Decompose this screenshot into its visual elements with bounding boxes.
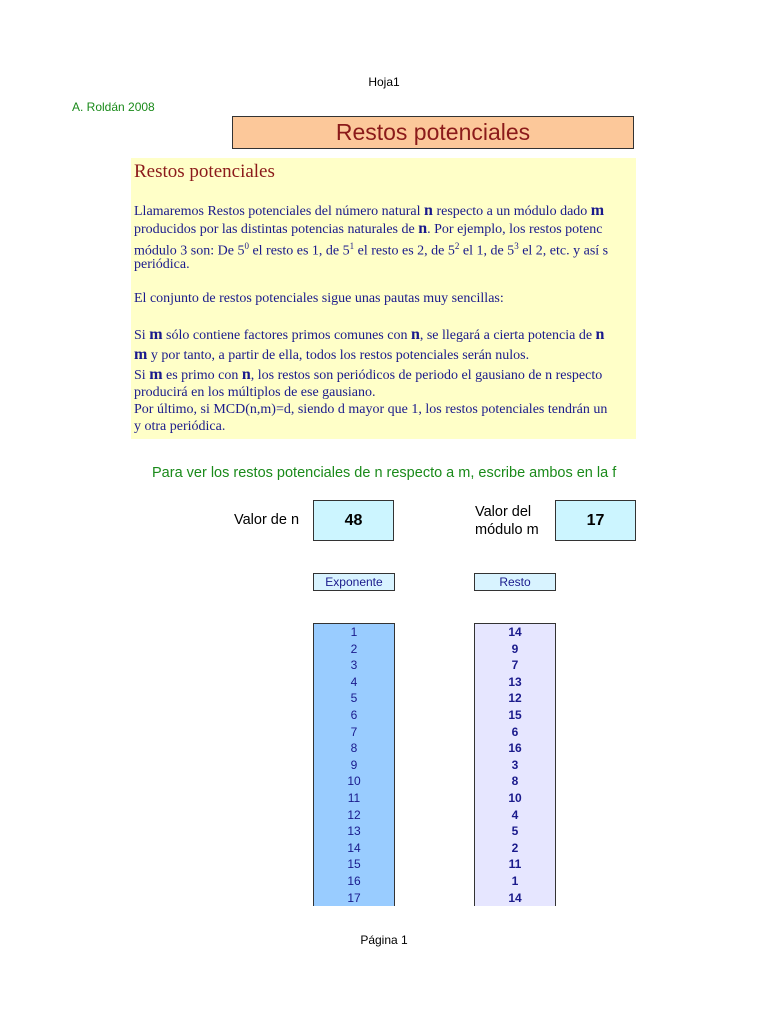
m-label-line-1: Valor del (475, 504, 532, 520)
exponent-cell: 2 (350, 641, 358, 656)
intro-paragraph-3-line-3: Si m es primo con n, los restos son periódicos de periodo el gausiano de n respecto (134, 366, 603, 383)
sheet-title: Hoja1 (368, 75, 400, 89)
remainder-cell: 9 (511, 641, 519, 656)
intro-text-box (131, 158, 636, 439)
remainder-column (474, 623, 556, 906)
remainder-cell: 4 (511, 807, 519, 822)
exponent-cell: 4 (350, 674, 358, 689)
remainder-cell: 12 (508, 691, 522, 706)
remainder-cell: 13 (508, 674, 522, 689)
instruction-text: Para ver los restos potenciales de n respecto a m, escribe ambos en la f (152, 465, 617, 481)
intro-paragraph-1-line-1: Llamaremos Restos potenciales del número natural n respecto a un módulo dado m (134, 202, 605, 219)
n-value-label: Valor de n (234, 512, 300, 528)
exponent-cell: 6 (350, 707, 358, 722)
remainder-cell: 5 (511, 824, 519, 839)
page-footer: Página 1 (360, 933, 408, 947)
remainder-cell: 7 (511, 658, 519, 673)
intro-paragraph-1-line-3: módulo 3 son: De $5^0$ el resto es 1, de $5^1$ el resto es 2, de $5^2$ el 1, de $5^3$ el 2, etc. y así s (134, 241, 609, 259)
remainder-cell: 14 (508, 890, 522, 905)
intro-paragraph-1-line-4: periódica. (134, 257, 190, 272)
exponent-cell: 14 (347, 840, 361, 855)
exponent-cell: 12 (347, 807, 361, 822)
exponent-cell: 5 (350, 691, 358, 706)
remainder-cell: 2 (511, 840, 519, 855)
exponent-cell: 10 (347, 774, 361, 789)
intro-paragraph-3-line-4: producirá en los múltiplos de ese gausiano. (134, 385, 376, 400)
remainder-cell: 16 (508, 741, 522, 756)
intro-paragraph-3-line-2: m y por tanto, a partir de ella, todos los restos potenciales serán nulos. (134, 346, 530, 363)
exponent-cell: 16 (347, 873, 361, 888)
n-value-cell[interactable]: 48 (313, 500, 394, 541)
exponent-cell: 7 (350, 724, 358, 739)
exponent-column (313, 623, 395, 906)
remainder-cell: 1 (511, 873, 519, 888)
intro-paragraph-3-line-6: y otra periódica. (134, 419, 226, 434)
exponent-cell: 11 (347, 790, 361, 805)
m-label-line-2: módulo m (475, 522, 539, 538)
exponent-cell: 1 (350, 625, 358, 639)
exponent-cell: 15 (347, 857, 361, 872)
remainder-cell: 10 (508, 790, 522, 805)
intro-paragraph-3-line-1: Si m sólo contiene factores primos comunes con n, se llegará a cierta potencia de n (134, 326, 605, 343)
remainder-column-header: Resto (474, 573, 556, 591)
exponent-cell: 17 (347, 890, 361, 905)
intro-paragraph-3-line-5: Por último, si MCD(n,m)=d, siendo d mayor que 1, los restos potenciales tendrán un (134, 402, 608, 417)
remainder-cell: 3 (511, 757, 519, 772)
exponent-column-header: Exponente (313, 573, 395, 591)
remainder-cell: 11 (508, 857, 522, 872)
remainder-cell: 6 (511, 724, 519, 739)
intro-paragraph-2: El conjunto de restos potenciales sigue unas pautas muy sencillas: (134, 291, 504, 306)
main-title: Restos potenciales (232, 116, 634, 149)
author-label: A. Roldán 2008 (72, 100, 155, 114)
remainder-cell: 8 (511, 774, 519, 789)
remainder-cell: 15 (508, 707, 522, 722)
remainder-cell: 14 (508, 625, 522, 639)
m-value-label (475, 503, 539, 539)
exponent-cell: 8 (350, 741, 358, 756)
m-value-cell[interactable]: 17 (555, 500, 636, 541)
exponent-cell: 9 (350, 757, 358, 772)
intro-heading: Restos potenciales (134, 161, 275, 182)
exponent-cell: 13 (347, 824, 361, 839)
intro-paragraph-1-line-2: producidos por las distintas potencias naturales de n. Por ejemplo, los restos potenc (134, 220, 603, 237)
exponent-cell: 3 (350, 658, 358, 673)
